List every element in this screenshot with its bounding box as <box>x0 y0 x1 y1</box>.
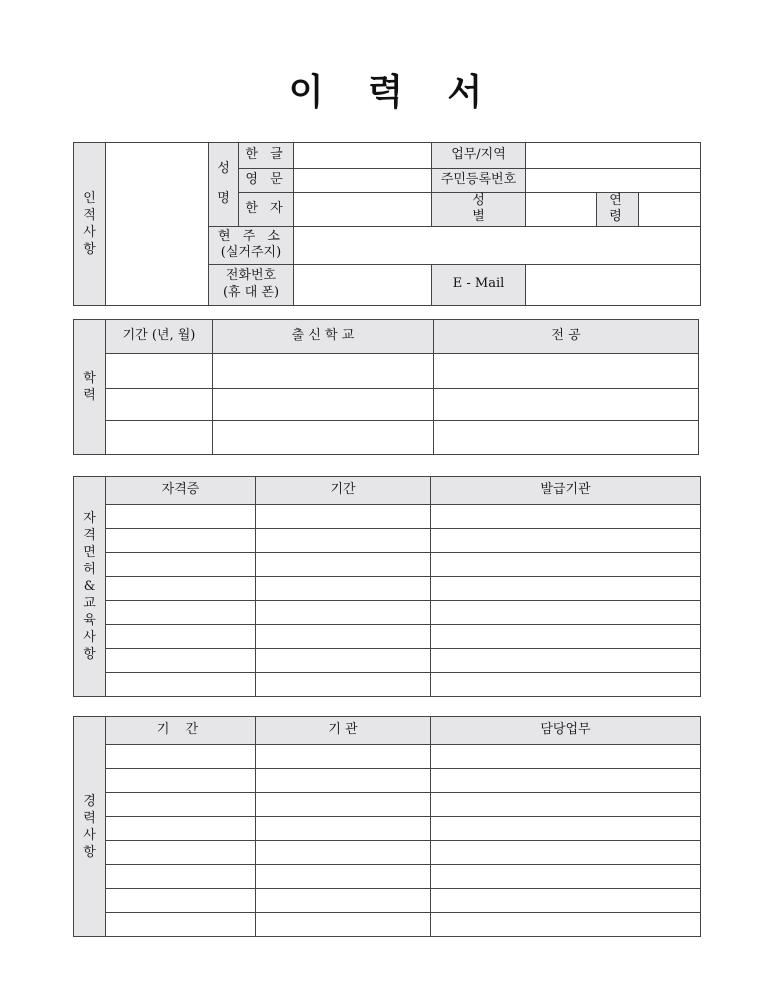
career-cell[interactable] <box>256 889 431 913</box>
education-cell[interactable] <box>434 354 699 389</box>
license-cell[interactable] <box>431 649 701 673</box>
career-header-org: 기 관 <box>256 717 431 745</box>
phone-input[interactable] <box>294 264 432 305</box>
career-cell[interactable] <box>431 865 701 889</box>
gender-input[interactable] <box>526 193 597 227</box>
career-section-label <box>74 717 106 937</box>
name-label: 성 명 <box>217 161 230 207</box>
license-cell[interactable] <box>431 553 701 577</box>
address-label-line2: (실거주지) <box>220 245 282 260</box>
career-section-text: 경력사항 <box>83 793 96 860</box>
license-cell[interactable] <box>106 625 256 649</box>
job-region-label: 업무/지역 <box>432 143 526 169</box>
license-header-period: 기간 <box>256 477 431 505</box>
education-cell[interactable] <box>106 421 213 455</box>
photo-box[interactable] <box>106 143 209 306</box>
license-cell[interactable] <box>106 553 256 577</box>
license-header-cert: 자격증 <box>106 477 256 505</box>
career-cell[interactable] <box>431 841 701 865</box>
license-cell[interactable] <box>106 529 256 553</box>
age-input[interactable] <box>639 193 701 227</box>
email-label: E - Mail <box>432 264 526 305</box>
career-cell[interactable] <box>106 769 256 793</box>
license-section-text: 자격면허&교육사항 <box>83 511 96 662</box>
education-cell[interactable] <box>213 389 434 421</box>
license-cell[interactable] <box>106 577 256 601</box>
resident-no-input[interactable] <box>526 169 701 193</box>
license-cell[interactable] <box>431 505 701 529</box>
education-cell[interactable] <box>106 389 213 421</box>
license-cell[interactable] <box>256 553 431 577</box>
education-section-label <box>74 320 106 455</box>
license-cell[interactable] <box>256 529 431 553</box>
license-cell[interactable] <box>256 505 431 529</box>
license-cell[interactable] <box>256 577 431 601</box>
career-cell[interactable] <box>431 817 701 841</box>
gender-label: 성 별 <box>432 193 526 227</box>
license-cell[interactable] <box>256 601 431 625</box>
license-cell[interactable] <box>106 601 256 625</box>
hangul-label: 한 글 <box>239 143 294 169</box>
career-cell[interactable] <box>256 913 431 937</box>
phone-label-line2: (휴 대 폰) <box>222 284 280 300</box>
address-input[interactable] <box>294 226 701 264</box>
education-cell[interactable] <box>213 354 434 389</box>
license-header-issuer: 발급기관 <box>431 477 701 505</box>
age-label: 연 령 <box>597 193 639 227</box>
education-header-period: 기간 (년, 월) <box>106 320 213 354</box>
career-cell[interactable] <box>106 889 256 913</box>
license-cell[interactable] <box>431 625 701 649</box>
license-cell[interactable] <box>256 625 431 649</box>
career-cell[interactable] <box>106 913 256 937</box>
education-table <box>73 319 699 455</box>
hangul-name-input[interactable] <box>294 143 432 169</box>
career-cell[interactable] <box>256 793 431 817</box>
career-header-duty: 담당업무 <box>431 717 701 745</box>
career-cell[interactable] <box>256 841 431 865</box>
career-cell[interactable] <box>431 745 701 769</box>
education-cell[interactable] <box>434 421 699 455</box>
hanja-name-input[interactable] <box>294 193 432 227</box>
license-section-label <box>74 477 106 697</box>
education-cell[interactable] <box>106 354 213 389</box>
license-cell[interactable] <box>431 577 701 601</box>
career-cell[interactable] <box>431 769 701 793</box>
career-cell[interactable] <box>256 817 431 841</box>
document-title: 이 력 서 <box>288 72 499 113</box>
license-cell[interactable] <box>256 649 431 673</box>
name-label-cell <box>209 143 239 227</box>
career-cell[interactable] <box>106 865 256 889</box>
career-cell[interactable] <box>256 745 431 769</box>
license-table <box>73 476 701 697</box>
license-cell[interactable] <box>431 529 701 553</box>
career-cell[interactable] <box>256 769 431 793</box>
career-cell[interactable] <box>106 817 256 841</box>
education-header-major: 전 공 <box>434 320 699 354</box>
license-cell[interactable] <box>106 505 256 529</box>
education-header-school: 출 신 학 교 <box>213 320 434 354</box>
career-cell[interactable] <box>431 913 701 937</box>
address-label-line1: 현 주 소 <box>218 228 284 244</box>
career-cell[interactable] <box>256 865 431 889</box>
personal-section-label <box>74 143 106 306</box>
address-label <box>209 226 294 264</box>
career-table <box>73 716 701 937</box>
resident-no-label: 주민등록번호 <box>432 169 526 193</box>
career-cell[interactable] <box>431 793 701 817</box>
personal-info-table <box>73 142 701 306</box>
email-input[interactable] <box>526 264 701 305</box>
career-cell[interactable] <box>106 841 256 865</box>
personal-section-text: 인적사항 <box>83 190 96 257</box>
career-cell[interactable] <box>106 745 256 769</box>
phone-label-line1: 전화번호 <box>225 268 277 284</box>
license-cell[interactable] <box>431 673 701 697</box>
license-cell[interactable] <box>106 649 256 673</box>
education-section-text: 학력 <box>83 371 96 403</box>
english-name-input[interactable] <box>294 169 432 193</box>
phone-label <box>209 264 294 305</box>
license-cell[interactable] <box>431 601 701 625</box>
career-cell[interactable] <box>431 889 701 913</box>
education-cell[interactable] <box>434 389 699 421</box>
english-label: 영 문 <box>239 169 294 193</box>
career-cell[interactable] <box>106 793 256 817</box>
license-cell[interactable] <box>256 673 431 697</box>
career-header-period: 기 간 <box>106 717 256 745</box>
education-cell[interactable] <box>213 421 434 455</box>
license-cell[interactable] <box>106 673 256 697</box>
job-region-input[interactable] <box>526 143 701 169</box>
hanja-label: 한 자 <box>239 193 294 227</box>
